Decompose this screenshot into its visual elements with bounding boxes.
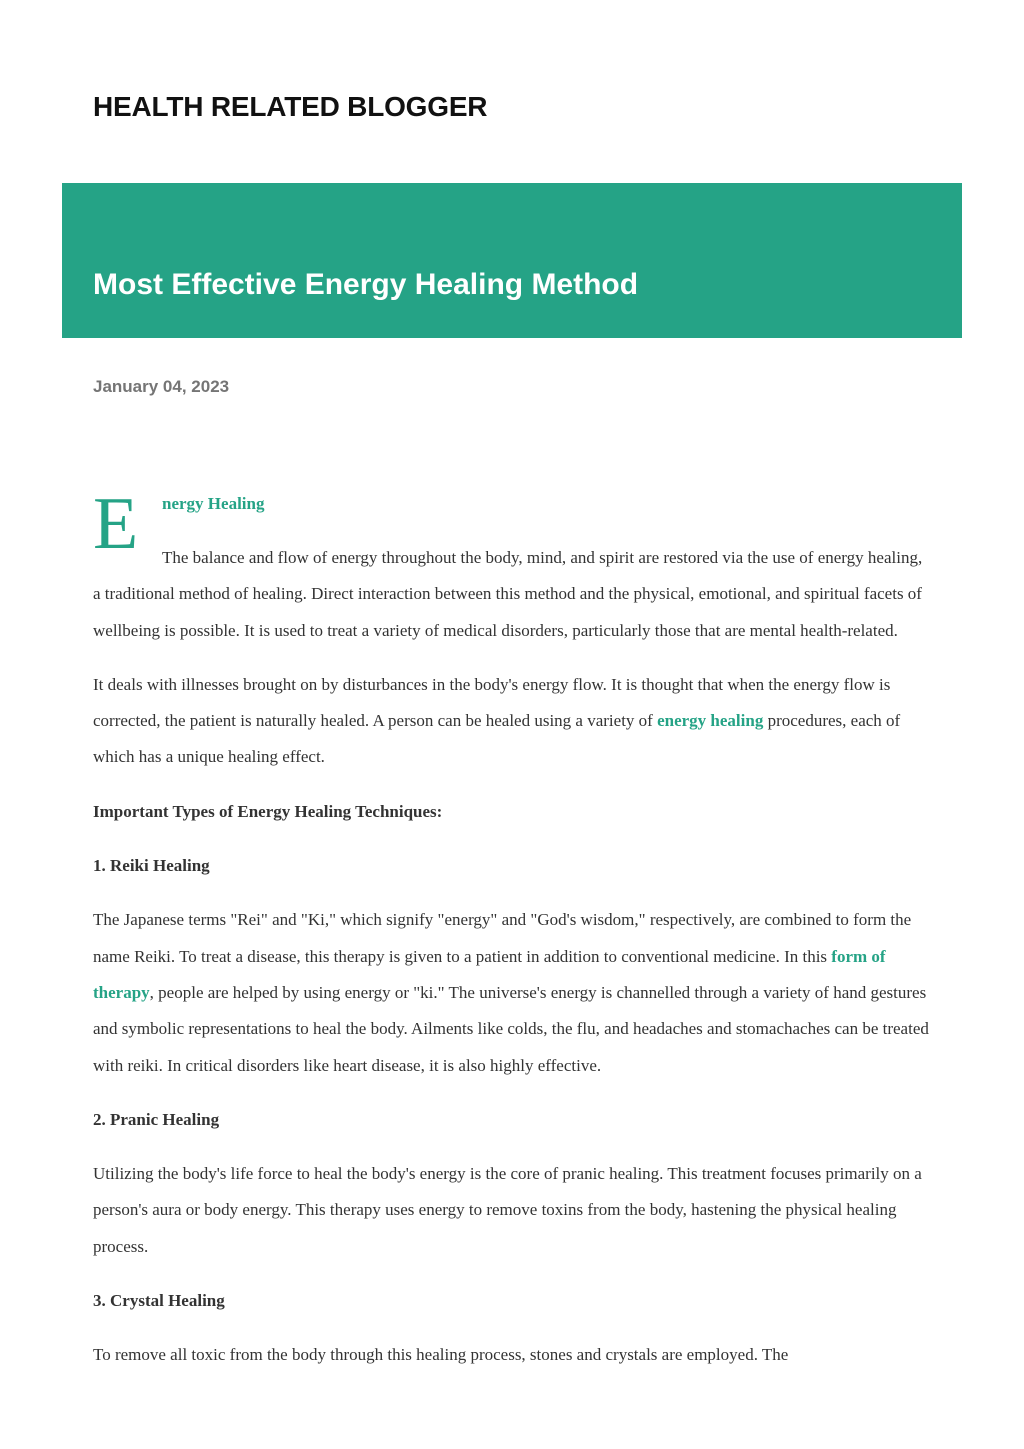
paragraph-pranic: Utilizing the body's life force to heal the body's energy is the core of pranic healing. This treatment focuses primarily on a person's aura or body energy. This therapy uses energy to remove toxins from the body, hastening the physical healing process.: [93, 1164, 922, 1256]
post-title-banner: [62, 183, 962, 338]
paragraph-intro: The balance and flow of energy throughout the body, mind, and spirit are restored via the use of energy healing, a traditional method of healing. Direct interaction between this method and the physical, emotional, and spiritual facets of wellbeing is possible. It is used to treat a variety of medical disorders, particularly those that are mental health-related.: [93, 548, 923, 640]
drop-cap: E: [93, 483, 139, 565]
post-date: January 04, 2023: [93, 377, 230, 396]
paragraph-energy-flow: [93, 667, 931, 776]
intro-block: [93, 483, 931, 565]
energy-healing-link[interactable]: energy healing: [657, 711, 764, 731]
form-of-therapy-link[interactable]: form of therapy: [93, 946, 886, 1002]
post-title: Most Effective Energy Healing Method: [93, 268, 639, 301]
crystal-heading: 3. Crystal Healing: [93, 1291, 225, 1311]
paragraph-text: , people are helped by using energy or "ki." The universe's energy is channelled through a variety of hand gestures and symbolic representations to heal the body. Ailments like colds, the flu, and headaches and stomachaches can be treated with reiki. In critical disorders like heart disease, it is also highly effective.: [93, 982, 929, 1075]
paragraph-text: The Japanese terms "Rei" and "Ki," which signify "energy" and "God's wisdom," respectively, are combined to form the name Reiki. To treat a disease, this therapy is given to a patient in addition to conventional medicine. In this: [93, 910, 912, 966]
post-body: [93, 483, 931, 1392]
blog-title[interactable]: HEALTH RELATED BLOGGER: [93, 91, 488, 122]
types-heading: Important Types of Energy Healing Techniques:: [93, 801, 443, 821]
intro-heading: nergy Healing: [162, 494, 265, 513]
pranic-heading: 2. Pranic Healing: [93, 1109, 220, 1129]
paragraph-text: It deals with illnesses brought on by disturbances in the body's energy flow. It is thought that when the energy flow is corrected, the patient is naturally healed. A person can be healed using a variety of: [93, 674, 891, 731]
paragraph-text: procedures, each of which has a unique healing effect.: [93, 711, 901, 767]
reiki-heading: 1. Reiki Healing: [93, 856, 210, 876]
paragraph-crystal: To remove all toxic from the body through this healing process, stones and crystals are employed. The: [93, 1345, 789, 1365]
paragraph-reiki: [93, 902, 931, 1083]
